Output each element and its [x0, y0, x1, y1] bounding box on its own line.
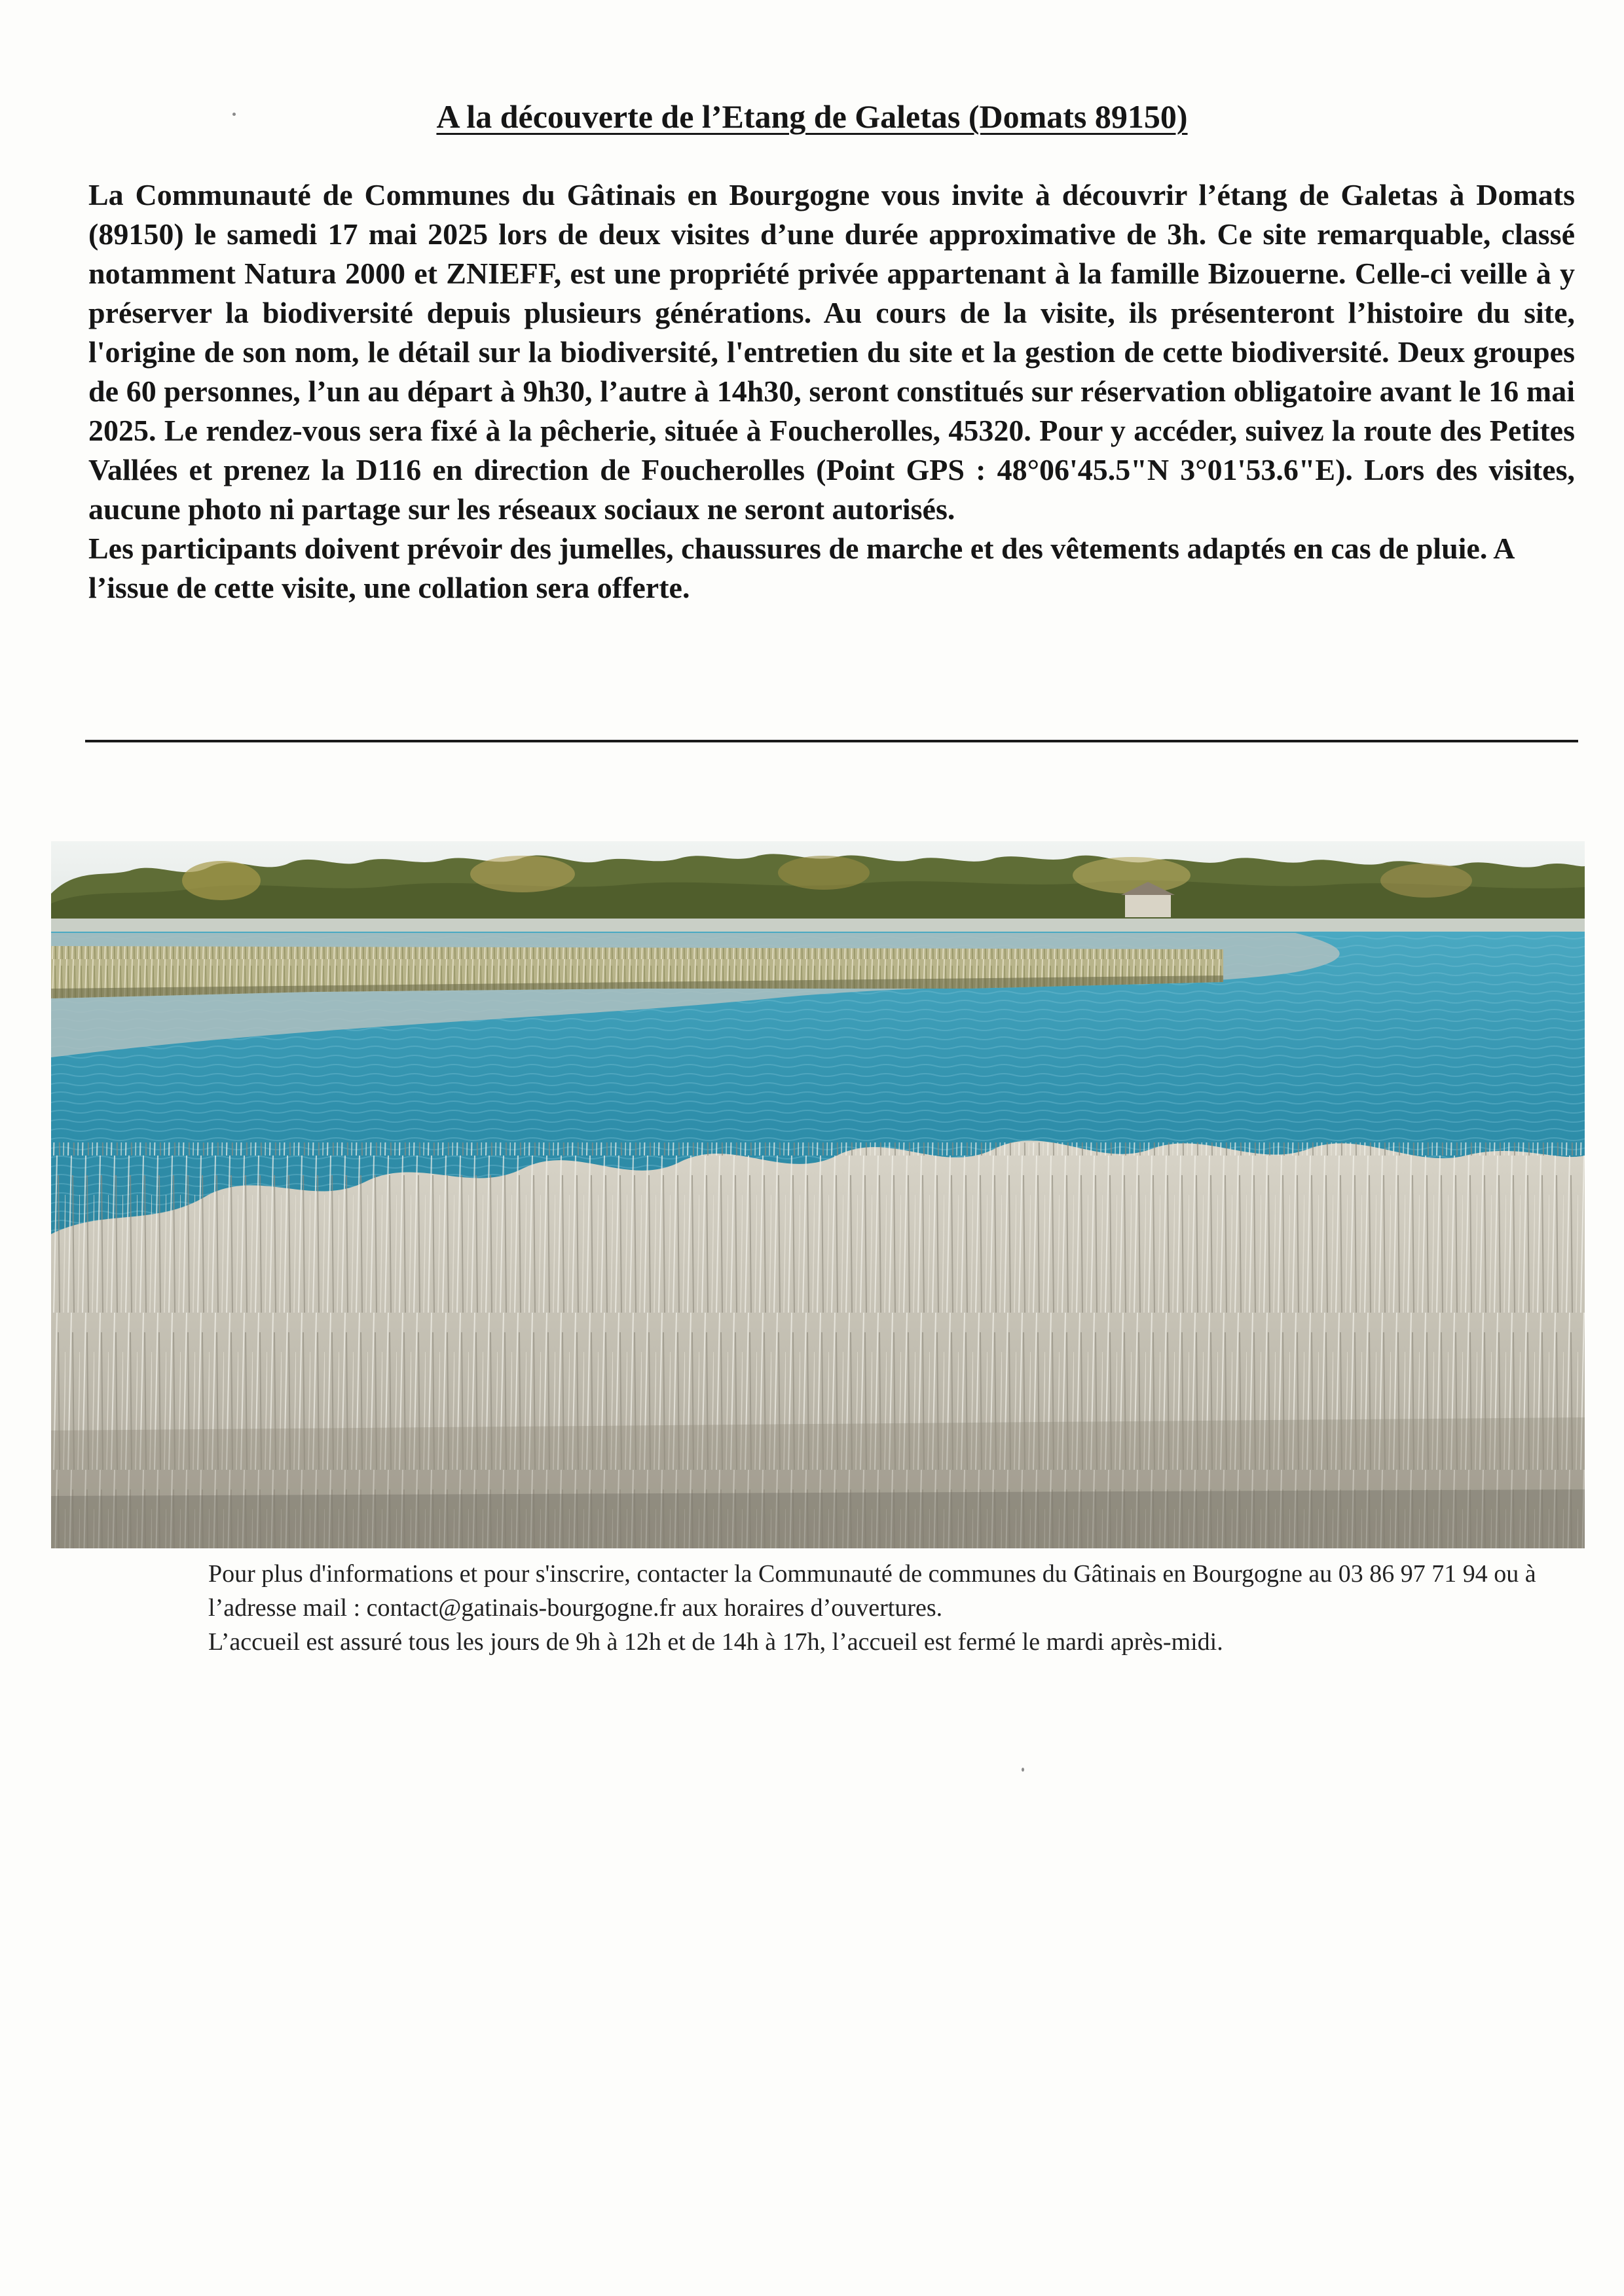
intro-paragraph-equipment: Les participants doivent prévoir des jumelles, chaussures de marche et des vêtements adaptés en cas de pluie. A l’issue de cette visite, une collation sera offerte. [88, 532, 1513, 604]
document-title: A la découverte de l’Etang de Galetas (Domats 89150) [436, 98, 1188, 135]
contact-line: Pour plus d'informations et pour s'inscrire, contacter la Communauté de communes du Gâtinais en Bourgogne au 03 86 97 71 94 ou à l’adresse mail : contact@gatinais-bourgogne.fr aux horaires d’ouvertures. [208, 1560, 1536, 1622]
house [1125, 894, 1171, 917]
opening-hours-line: L’accueil est assuré tous les jours de 9h à 12h et de 14h à 17h, l’accueil est fermé le mardi après-midi. [208, 1628, 1223, 1656]
contact-info [208, 1557, 1596, 1659]
section-divider [85, 740, 1578, 742]
lake-illustration [51, 841, 1585, 1548]
lake-photo [51, 841, 1585, 1548]
intro-text [88, 175, 1575, 608]
intro-paragraph: La Communauté de Communes du Gâtinais en Bourgogne vous invite à découvrir l’étang de Galetas à Domats (89150) le samedi 17 mai 2025 lors de deux visites d’une durée approximative de 3h. Ce site remarquable, classé notamment Natura 2000 et ZNIEFF, est une propriété privée appartenant à la famille Bizouerne. Celle-ci veille à y préserver la biodiversité depuis plusieurs générations. Au cours de la visite, ils présenteront l’histoire du site, l'origine de son nom, le détail sur la biodiversité, l'entretien du site et la gestion de cette biodiversité. Deux groupes de 60 personnes, l’un au départ à 9h30, l’autre à 14h30, seront constitués sur réservation obligatoire avant le 16 mai 2025. Le rendez-vous sera fixé à la pêcherie, située à Foucherolles, 45320. Pour y accéder, suivez la route des Petites Vallées et prenez la D116 en direction de Foucherolles (Point GPS : 48°06'45.5"N 3°01'53.6"E). Lors des visites, aucune photo ni partage sur les réseaux sociaux ne seront autorisés. [88, 178, 1575, 526]
scan-speck [1022, 1768, 1024, 1772]
